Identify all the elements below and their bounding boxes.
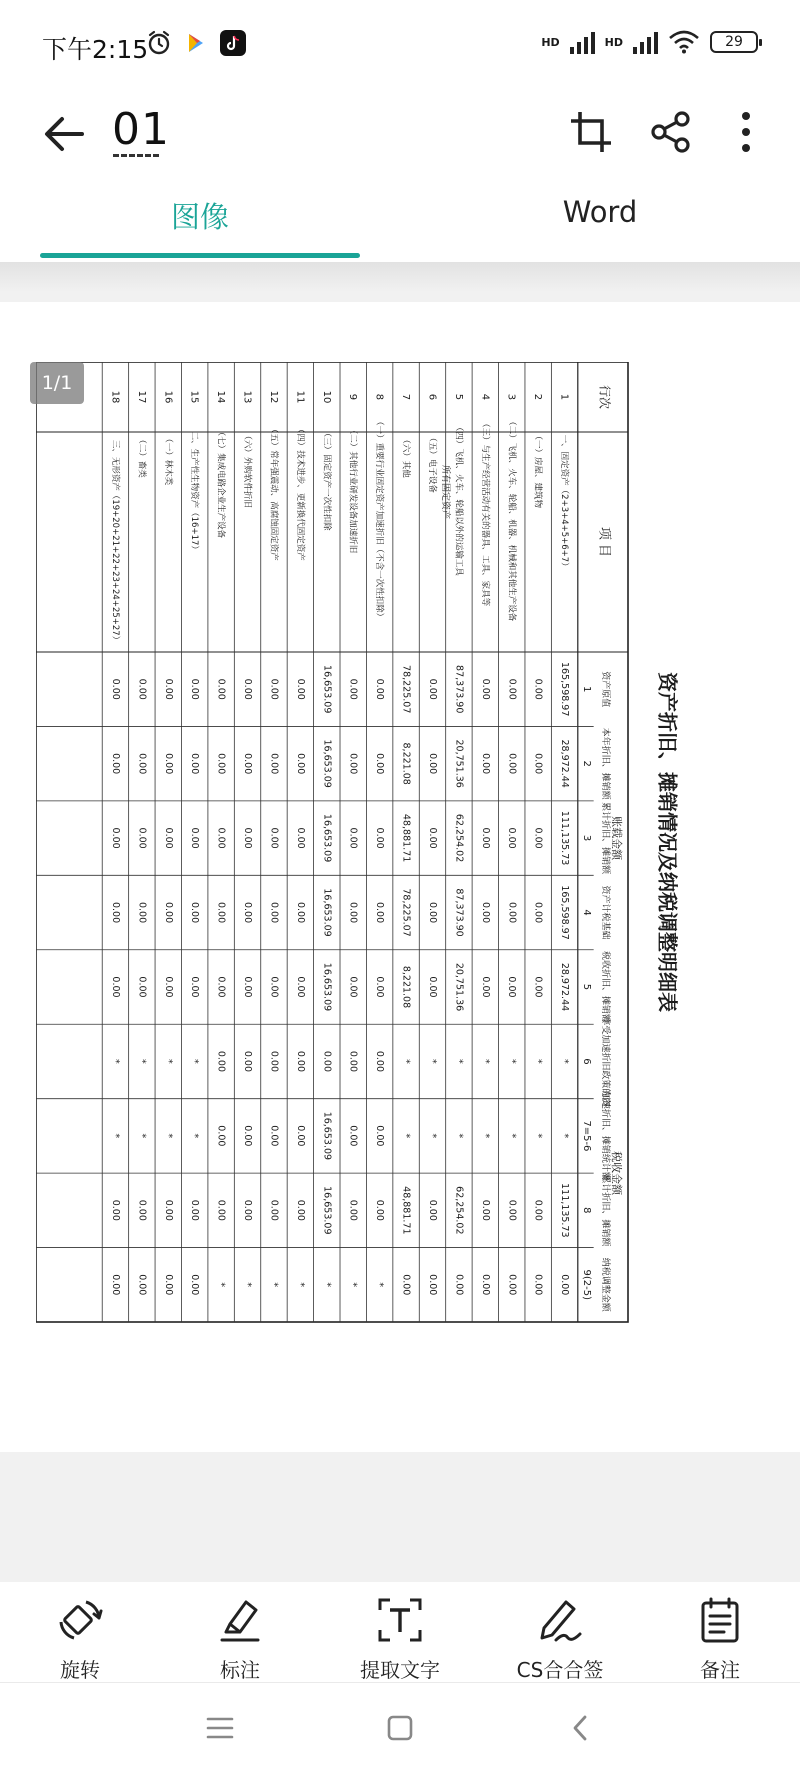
cell-value: 0.00 [347,901,359,924]
row-number: 12 [267,390,279,404]
cell-value: 0.00 [189,678,201,700]
cell-value: 0.00 [294,976,306,998]
play-store-icon [184,31,208,55]
home-button[interactable] [380,1708,420,1748]
cell-value: 0.00 [374,1050,386,1073]
cell-value: * [294,1282,306,1288]
row-number: 17 [135,390,147,404]
crop-button[interactable] [565,106,617,158]
cell-value: 16,653.09 [321,665,333,714]
cell-value: 0.00 [215,901,227,924]
cell-value: 0.00 [136,753,148,775]
cell-value: * [321,1282,333,1288]
cell-value: 0.00 [242,678,254,700]
row-number: 18 [109,390,121,404]
notes-label: 备注 [700,1658,740,1682]
cell-value: 8,221.08 [400,742,412,785]
cell-value: 0.00 [109,901,121,924]
column-number: 9(2-5) [581,1269,593,1301]
cell-value: 111,135.73 [559,810,571,866]
cell-value: 0.00 [268,678,280,700]
extract-text-label: 提取文字 [360,1658,440,1682]
cell-value: 16,653.09 [321,888,333,937]
cell-value: * [453,1059,465,1064]
status-notification-icons [146,30,246,56]
cell-value: 0.00 [532,1199,544,1221]
cell-value: 0.00 [136,678,148,700]
row-item: （六）外购软件折旧 [242,431,253,508]
cell-value: 0.00 [532,1274,544,1296]
cell-value: 0.00 [426,901,438,924]
cell-value: 0.00 [189,1274,201,1296]
cell-value: 0.00 [479,901,491,924]
cell-value: 0.00 [374,901,386,924]
cell-value: * [559,1059,571,1064]
cell-value: 0.00 [268,901,280,924]
row-item: 三、无形资产（19+20+21+22+23+24+25+27） [109,439,120,645]
cell-value: 0.00 [479,678,491,700]
share-button[interactable] [645,106,697,158]
cell-value: 0.00 [215,1050,227,1073]
more-vertical-icon [736,110,756,154]
column-header: 加速折旧、摊销统计额 [600,1090,611,1181]
cell-value: 16,653.09 [321,1186,333,1235]
row-item: （三）与生产经营活动有关的器具、工具、家具等 [479,419,490,607]
column-header: 享受加速折旧政策的资 [600,1016,611,1107]
wifi-icon [668,30,700,54]
cell-value: 62,254.02 [453,1186,465,1235]
cell-value: 0.00 [479,1274,491,1296]
column-header: 纳税调整金额 [600,1257,611,1312]
cell-value: 0.00 [215,1199,227,1221]
row-number: 8 [373,393,385,401]
row-item: （一）重要行业固定资产加速折旧（不含一次性扣除） [374,417,385,622]
rotate-icon [56,1596,104,1644]
cell-value: 0.00 [374,753,386,775]
cell-value: 0.00 [532,901,544,924]
cell-value: * [136,1133,148,1139]
cell-value: 0.00 [294,827,306,849]
cell-value: 0.00 [294,1050,306,1073]
cell-value: 0.00 [347,827,359,849]
tab-image[interactable]: 图像 [170,200,229,234]
column-number: 2 [581,760,593,767]
annotate-label: 标注 [220,1658,260,1682]
column-header: 累计折旧、摊销额 [600,1174,611,1247]
cell-value: 16,653.09 [321,1111,333,1161]
cell-value: 0.00 [268,827,280,849]
cell-value: * [400,1133,412,1139]
back-arrow-icon[interactable] [38,108,90,160]
cell-value: 87,373.90 [453,665,465,714]
tab-word[interactable]: Word [562,195,638,229]
cell-value: 0.00 [136,1274,148,1296]
column-number: 4 [581,909,593,916]
cell-value: 165,598.97 [559,885,571,940]
cell-value: 0.00 [294,1199,306,1221]
cell-value: 0.00 [109,1199,121,1221]
cell-value: 0.00 [532,753,544,775]
cell-value: 0.00 [189,753,201,775]
row-number: 1 [558,393,570,401]
row-item: （五）电子设备 [426,433,437,493]
title-edit-underline [113,154,159,157]
cell-value: 0.00 [453,1274,465,1296]
cell-value: * [268,1282,280,1288]
cell-value: 0.00 [162,827,174,849]
recent-apps-button[interactable] [200,1708,240,1748]
cell-value: 165,598.97 [559,662,571,717]
cell-value: 0.00 [242,753,254,775]
cell-value: 0.00 [189,827,201,849]
signal-icon-2 [633,30,658,54]
cell-value: * [506,1133,518,1139]
crop-icon [569,110,613,154]
cell-value: 0.00 [347,1199,359,1221]
cell-value: 0.00 [294,753,306,775]
cell-value: 0.00 [559,1274,571,1296]
cell-value: 0.00 [215,753,227,775]
cell-value: 0.00 [426,827,438,849]
battery-indicator: 29 [710,31,758,53]
cell-value: 20,751.36 [453,962,465,1012]
cell-value: 0.00 [532,678,544,700]
header-item-label: 项 目 [596,526,612,558]
row-number: 11 [294,390,306,404]
cell-value: 0.00 [426,1199,438,1221]
row-item: 二、生产性生物资产（16+17） [189,431,200,554]
cell-value: * [374,1282,386,1288]
cell-value: * [189,1133,201,1139]
row-number: 7 [400,393,412,401]
cell-value: 0.00 [136,1199,148,1221]
column-header: 本年折旧、摊销额 [600,727,611,800]
cell-value: 0.00 [426,678,438,700]
cell-value: * [189,1059,201,1064]
cell-value: 0.00 [506,1274,518,1296]
menu-icon [206,1716,234,1740]
cell-value: 0.00 [426,753,438,775]
extract-text-button[interactable] [335,1596,465,1686]
viewer-top-shadow [0,262,800,292]
cell-value: 0.00 [532,827,544,849]
cell-value: 0.00 [242,1199,254,1221]
row-number: 13 [241,390,253,404]
cell-value: 0.00 [374,976,386,998]
status-system-icons [541,30,758,54]
cell-value: 0.00 [294,901,306,924]
cell-value: 20,751.36 [453,739,465,788]
cell-value: 16,653.09 [321,962,333,1012]
cell-value: 0.00 [506,753,518,775]
cell-value: 0.00 [242,1125,254,1147]
cell-value: 0.00 [215,976,227,998]
cell-value: 0.00 [109,753,121,775]
cell-value: 0.00 [479,976,491,998]
cell-value: 0.00 [242,901,254,924]
cell-value: 0.00 [242,1050,254,1073]
cell-value: 0.00 [426,976,438,998]
cell-value: 0.00 [242,976,254,998]
scanned-table [36,362,718,1442]
cell-value: 0.00 [162,1199,174,1221]
row-number: 14 [215,390,227,404]
signature-label: CS合合签 [516,1658,604,1682]
cell-value: 0.00 [347,976,359,998]
tiktok-icon [220,30,246,56]
cell-value: 0.00 [215,827,227,849]
annotate-button[interactable] [175,1596,305,1686]
cell-value: 0.00 [532,976,544,998]
cell-value: 0.00 [426,1274,438,1296]
hd-label-1: HD [541,35,560,49]
cell-value: 0.00 [347,1125,359,1147]
cell-value: * [109,1133,121,1139]
cell-value: 16,653.09 [321,813,333,863]
row-item: （六）其他 [400,435,411,478]
document-viewer[interactable] [0,262,800,1582]
column-number: 3 [581,834,593,842]
cell-value: 0.00 [506,678,518,700]
cell-value: 0.00 [162,901,174,924]
cell-value: 8,221.08 [400,965,412,1009]
cell-value: 0.00 [162,753,174,775]
row-number: 4 [479,393,491,401]
cell-value: 0.00 [294,1125,306,1147]
cell-value: 16,653.09 [321,739,333,788]
cell-value: 111,135.73 [559,1183,571,1238]
column-header: 资产计税基础 [600,885,611,940]
row-item: （一）房屋、建筑物 [532,431,543,508]
more-options-button[interactable] [720,106,772,158]
row-item: （二）飞机、火车、轮船、机器、机械和其他生产设备 [506,417,517,622]
status-bar [0,0,800,92]
column-header: 累计折旧、摊销额 [600,802,611,875]
active-tab-indicator [40,253,360,258]
row-item: （二）其他行业研发设备加速折旧 [347,425,358,554]
row-item: （五）常年强震动、高腐蚀固定资产 [268,424,279,561]
cell-value: 0.00 [136,901,148,924]
status-time: 下午2:15 [42,35,149,64]
cell-value: * [215,1282,227,1288]
group-label: 所有固定资产 [440,464,451,520]
cell-value: 0.00 [506,976,518,998]
cell-value: 87,373.90 [453,888,465,937]
cell-value: 0.00 [162,976,174,998]
column-number: 1 [581,686,593,693]
cell-value: * [109,1059,121,1064]
column-number: 5 [581,983,593,991]
cell-value: * [506,1059,518,1064]
signature-icon [536,1596,584,1644]
cell-value: 28,972.44 [559,962,571,1012]
row-number: 15 [188,390,200,404]
cell-value: 0.00 [347,1050,359,1073]
marker-icon [216,1596,264,1644]
column-number: 7=5-6 [581,1120,593,1152]
bottom-action-bar [0,1582,800,1682]
cell-value: * [426,1133,438,1139]
text-extract-icon [376,1596,424,1644]
row-number: 9 [347,393,359,401]
cell-value: 0.00 [136,827,148,849]
notes-button[interactable] [655,1596,785,1686]
cell-value: * [532,1133,544,1139]
row-item: 一、固定资产（2+3+4+5+6+7） [559,434,570,571]
row-item: （二）畜类 [136,435,147,478]
row-number: 2 [532,393,544,401]
cell-value: 0.00 [506,1199,518,1221]
cell-value: 0.00 [479,753,491,775]
row-item: （七）集成电路企业生产设备 [215,427,226,539]
back-button[interactable] [560,1708,600,1748]
column-number: 6 [581,1058,593,1065]
cell-value: 48,881.71 [400,813,412,863]
column-header: 资产原值 [600,671,611,708]
cell-value: * [242,1282,254,1288]
cell-value: 0.00 [268,976,280,998]
document-page[interactable] [0,302,800,1452]
cell-value: * [479,1133,491,1139]
cell-value: 78,225.07 [400,665,412,714]
rotate-label: 旋转 [60,1658,100,1682]
page-indicator: 1/1 [30,362,84,404]
cell-value: 0.00 [215,1125,227,1147]
cell-value: 0.00 [479,1199,491,1221]
table-title: 资产折旧、摊销情况及纳税调整明细表 [655,672,680,1012]
row-item: （四）飞机、火车、轮船以外的运输工具 [453,422,464,576]
cell-value: 0.00 [162,678,174,700]
cell-value: 0.00 [321,1050,333,1073]
cell-value: 0.00 [268,1125,280,1147]
cell-value: 0.00 [109,976,121,998]
share-icon [649,110,693,154]
cell-value: 0.00 [109,827,121,849]
alarm-icon [146,30,172,56]
cell-value: * [479,1059,491,1064]
cell-value: 28,972.44 [559,739,571,788]
cell-value: 0.00 [479,827,491,849]
cell-value: 0.00 [109,1274,121,1296]
cell-value: 0.00 [347,753,359,775]
cell-value: 48,881.71 [400,1186,412,1235]
cell-value: * [136,1059,148,1064]
signature-button[interactable] [495,1596,625,1686]
cell-value: * [347,1282,359,1288]
row-number: 10 [320,390,332,404]
cell-value: 0.00 [109,678,121,700]
row-number: 6 [426,393,438,401]
cell-value: 0.00 [400,1274,412,1296]
row-item: （四）技术进步、更新换代固定资产 [294,424,305,561]
cell-value: 0.00 [506,827,518,849]
cell-value: * [559,1133,571,1139]
signal-icon [570,30,595,54]
cell-value: * [532,1059,544,1064]
cell-value: 0.00 [189,901,201,924]
cell-value: * [162,1133,174,1139]
cell-value: 0.00 [136,976,148,998]
cell-value: * [453,1133,465,1139]
cell-value: 0.00 [268,753,280,775]
header-account-label: 账载金额 [610,816,623,861]
cell-value: 0.00 [374,827,386,849]
cell-value: * [400,1059,412,1064]
back-chevron-icon [570,1714,590,1742]
cell-value: 0.00 [374,1199,386,1221]
system-nav-bar [0,1682,800,1777]
cell-value: 0.00 [242,827,254,849]
cell-value: * [162,1059,174,1064]
cell-value: 0.00 [347,678,359,700]
cell-value: 78,225.07 [400,888,412,937]
notes-icon [696,1596,744,1644]
cell-value: 0.00 [374,1125,386,1147]
cell-value: 0.00 [162,1274,174,1296]
document-title[interactable]: 01 [112,104,170,155]
cell-value: 0.00 [506,901,518,924]
row-item: （一）林木类 [162,434,173,486]
rotate-button[interactable] [15,1596,145,1686]
view-tabs [0,195,800,263]
cell-value: 0.00 [189,1199,201,1221]
hd-label-2: HD [604,35,623,49]
header-row-label: 行次 [597,384,612,410]
cell-value: * [426,1059,438,1064]
cell-value: 0.00 [268,1050,280,1073]
row-number: 16 [162,390,174,404]
cell-value: 62,254.02 [453,813,465,863]
home-square-icon [387,1715,413,1741]
column-header: 税收折旧、摊销额 [600,950,611,1024]
cell-value: 0.00 [294,678,306,700]
row-item: （三）固定资产一次性扣除 [321,428,332,531]
cell-value: 0.00 [374,678,386,700]
cell-value: 0.00 [189,976,201,998]
row-number: 5 [452,393,464,401]
column-number: 8 [581,1207,593,1214]
row-number: 3 [505,393,517,401]
cell-value: 0.00 [215,678,227,700]
header-tax-label: 税收金额 [610,1151,623,1196]
cell-value: 0.00 [268,1199,280,1221]
